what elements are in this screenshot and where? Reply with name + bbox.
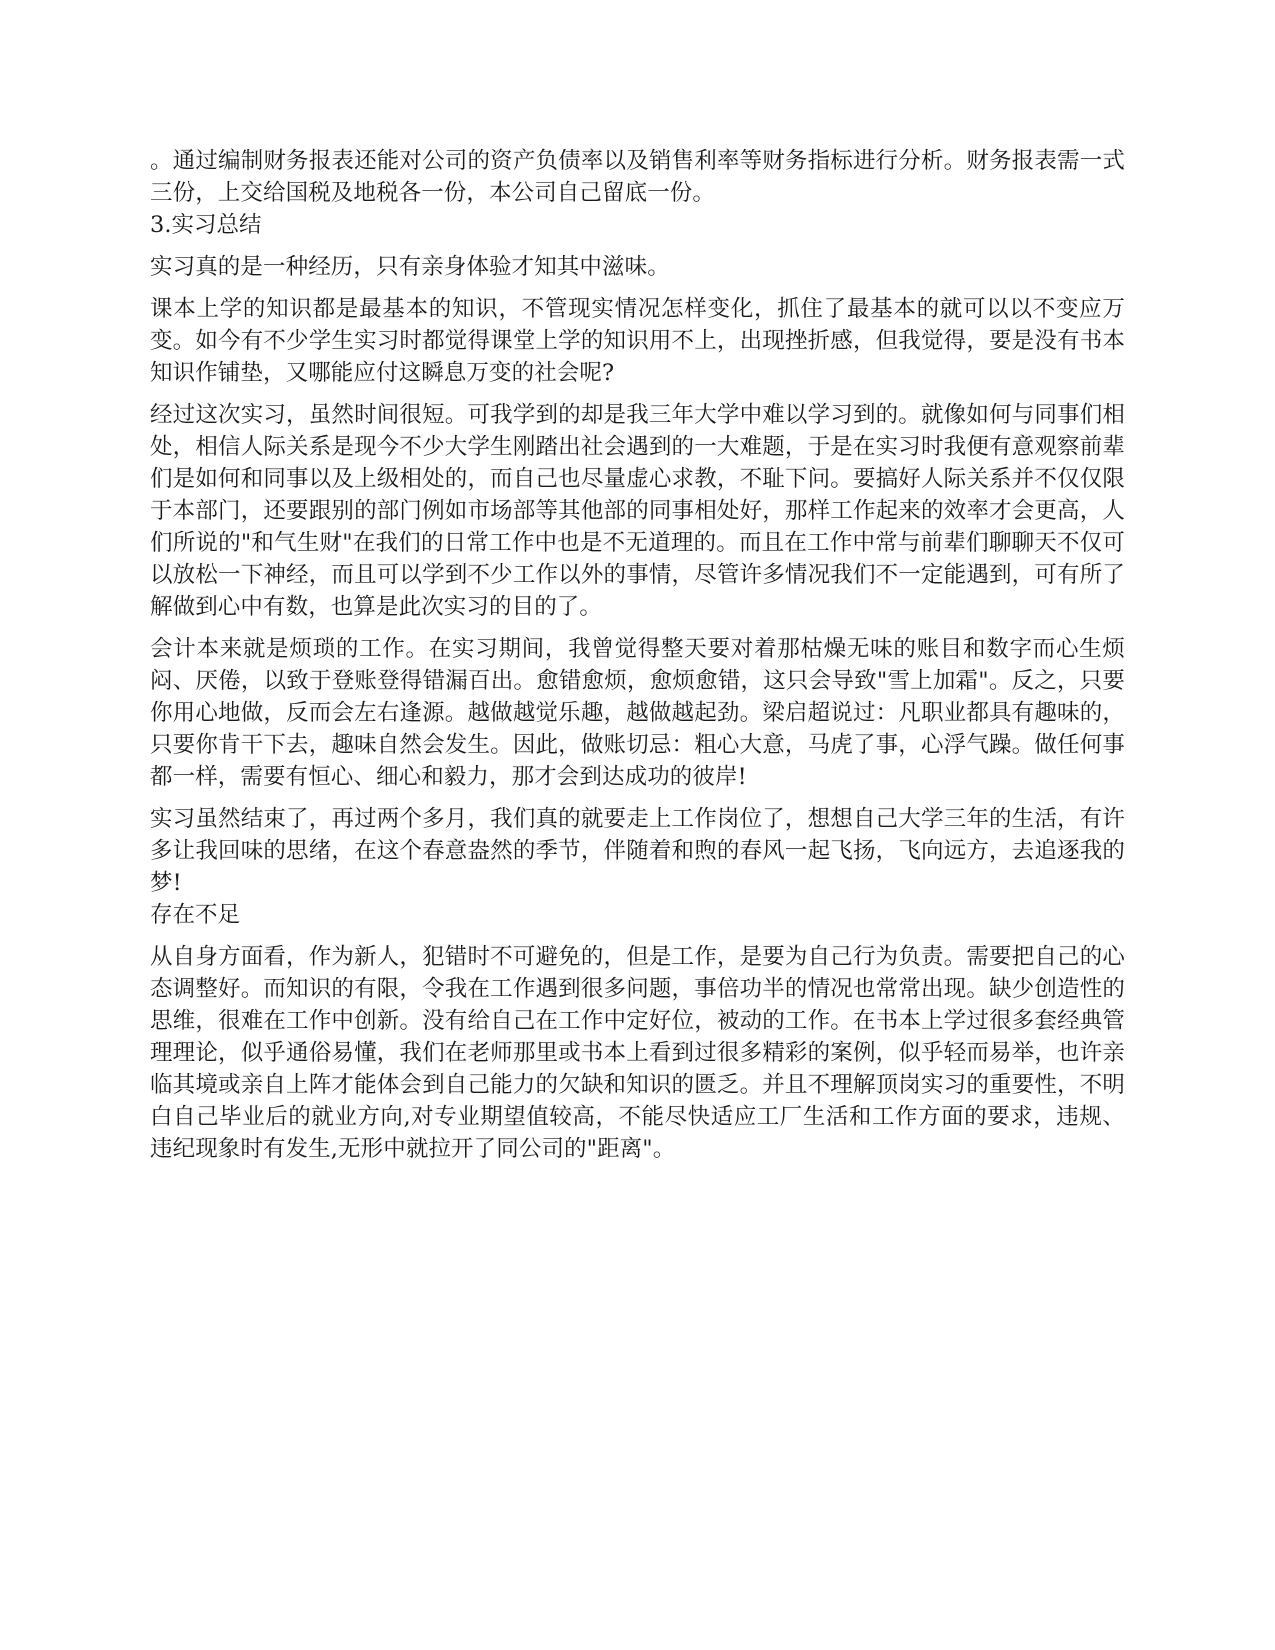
paragraph-shortcomings: 从自身方面看，作为新人，犯错时不可避免的，但是工作，是要为自己行为负责。需要把自己的心态调整好。而知识的有限，令我在工作遇到很多问题，事倍功半的情况也常常出现。缺少创造性的思维，很难在工作中创新。没有给自己在工作中定好位，被动的工作。在书本上学过很多套经典管理理论，似乎通俗易懂，我们在老师那里或书本上看到过很多精彩的案例，似乎轻而易举，也许亲临其境或亲自上阵才能体会到自己能力的欠缺和知识的匮乏。并且不理解顶岗实习的重要性，不明白自己毕业后的就业方向,对专业期望值较高，不能尽快适应工厂生活和工作方面的要求，违规、违纪现象时有发生,无形中就拉开了同公司的"距离"。: [150, 944, 1125, 1162]
paragraph-experience: 实习真的是一种经历，只有亲身体验才知其中滋味。: [150, 254, 670, 280]
intro-paragraph: 。通过编制财务报表还能对公司的资产负债率以及销售利率等财务指标进行分析。财务报表需一式三份，上交给国税及地税各一份，本公司自己留底一份。: [150, 148, 1125, 206]
section-heading: 3.实习总结: [150, 212, 262, 238]
paragraph-textbook-knowledge: 课本上学的知识都是最基本的知识，不管现实情况怎样变化，抓住了最基本的就可以以不变应万变。如今有不少学生实习时都觉得课堂上学的知识用不上，出现挫折感，但我觉得，要是没有书本知识作铺垫，又哪能应付这瞬息万变的社会呢?: [150, 296, 1125, 386]
paragraph-accounting: 会计本来就是烦琐的工作。在实习期间，我曾觉得整天要对着那枯燥无味的账目和数字而心生烦闷、厌倦，以致于登账登得错漏百出。愈错愈烦，愈烦愈错，这只会导致"雪上加霜"。反之，只要你用心地做，反而会左右逢源。越做越觉乐趣，越做越起劲。梁启超说过：凡职业都具有趣味的，只要你肯干下去，趣味自然会发生。因此，做账切忌：粗心大意，马虎了事，心浮气躁。做任何事都一样，需要有恒心、细心和毅力，那才会到达成功的彼岸!: [150, 636, 1125, 790]
subheading-shortcomings: 存在不足: [150, 902, 241, 928]
document-page: [150, 145, 1125, 1165]
paragraph-colleagues: 经过这次实习，虽然时间很短。可我学到的却是我三年大学中难以学习到的。就像如何与同事们相处，相信人际关系是现今不少大学生刚踏出社会遇到的一大难题，于是在实习时我便有意观察前辈们是如何和同事以及上级相处的，而自己也尽量虚心求教，不耻下问。要搞好人际关系并不仅仅限于本部门，还要跟别的部门例如市场部等其他部的同事相处好，那样工作起来的效率才会更高，人们所说的"和气生财"在我们的日常工作中也是不无道理的。而且在工作中常与前辈们聊聊天不仅可以放松一下神经，而且可以学到不少工作以外的事情，尽管许多情况我们不一定能遇到，可有所了解做到心中有数，也算是此次实习的目的了。: [150, 402, 1125, 620]
paragraph-conclusion: 实习虽然结束了，再过两个多月，我们真的就要走上工作岗位了，想想自己大学三年的生活，有许多让我回味的思绪，在这个春意盎然的季节，伴随着和煦的春风一起飞扬，飞向远方，去追逐我的梦!: [150, 806, 1125, 896]
